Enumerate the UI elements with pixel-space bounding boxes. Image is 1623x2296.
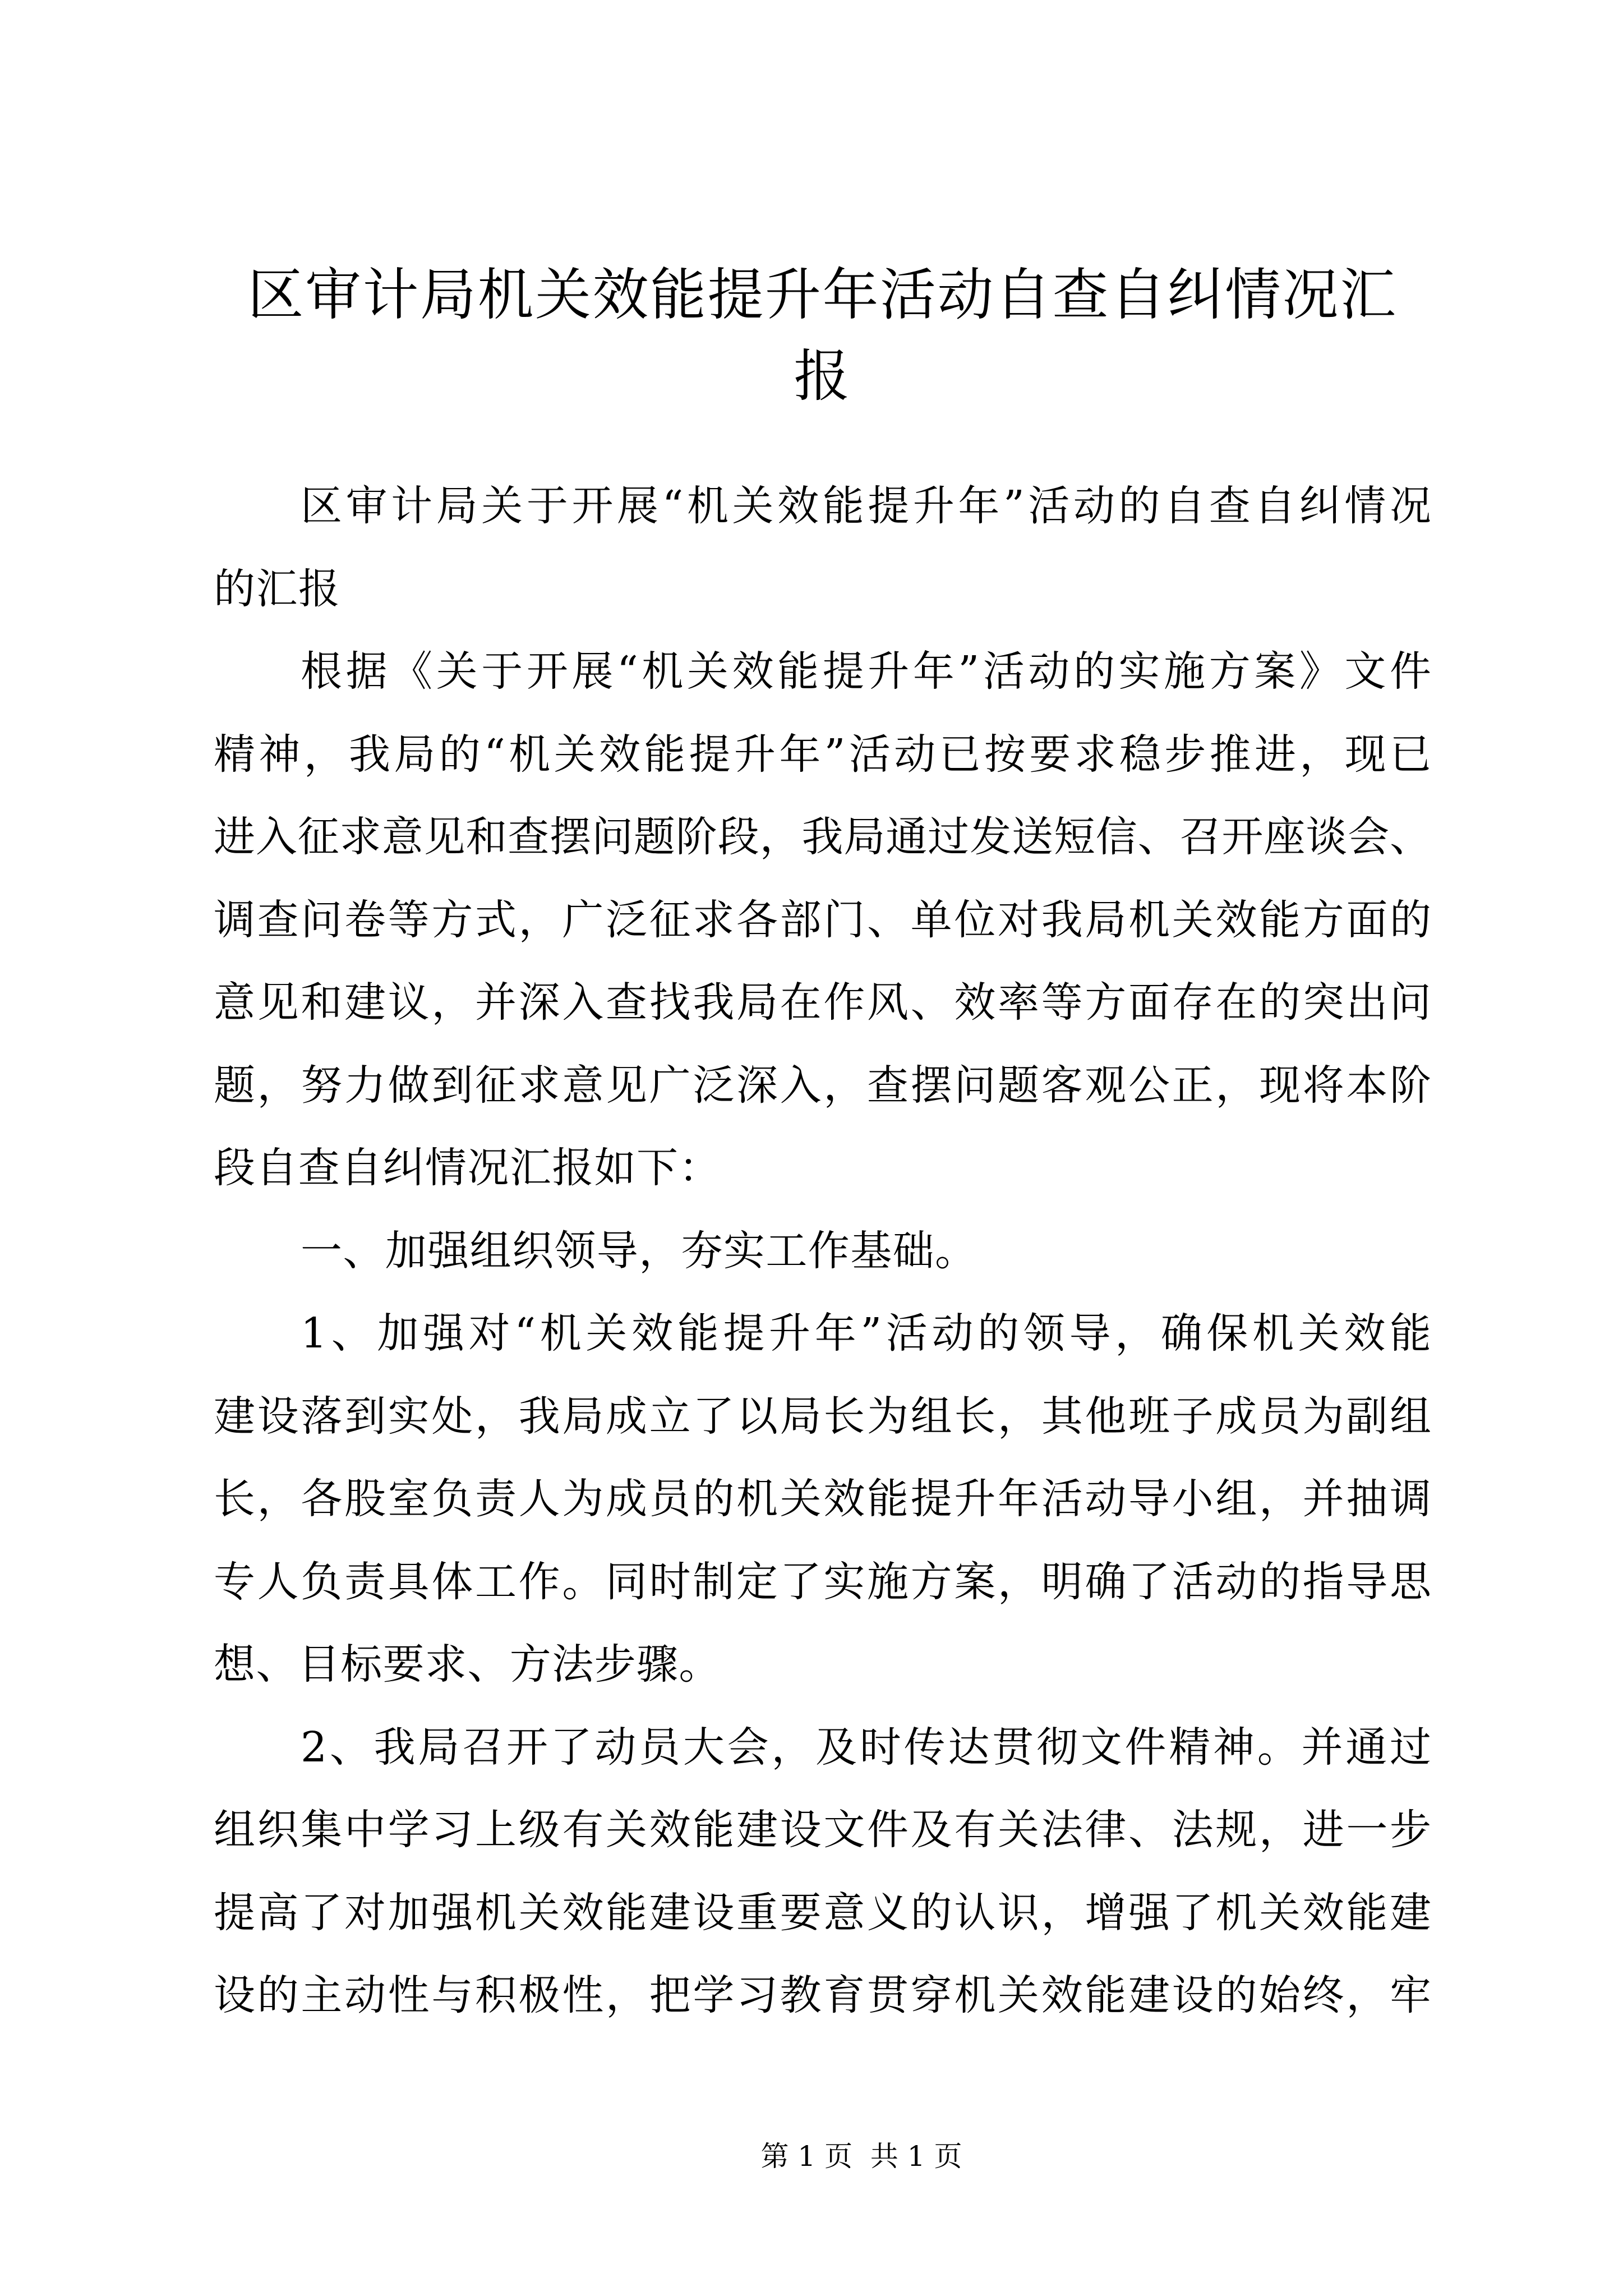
paragraph-line: 根据《关于开展“机关效能提升年”活动的实施方案》文件 [301,647,1431,696]
paragraph-line: 的汇报 [214,564,341,613]
paragraph-line: 精神，我局的“机关效能提升年”活动已按要求稳步推进，现已 [214,730,1431,779]
paragraph-line: 意见和建议，并深入查找我局在作风、效率等方面存在的突出问 [214,978,1431,1027]
item-paragraph-1 [214,1292,1431,1706]
section-heading-line: 一、加强组织领导，夯实工作基础。 [301,1226,978,1275]
paragraph-line: 建设落到实处，我局成立了以局长为组长，其他班子成员为副组 [214,1392,1431,1441]
paragraph-line: 进入征求意见和查摆问题阶段，我局通过发送短信、召开座谈会、 [214,813,1431,861]
paragraph-line: 想、目标要求、方法步骤。 [214,1640,721,1688]
title-line: 报 [794,343,851,409]
paragraph-line: 提高了对加强机关效能建设重要意义的认识，增强了机关效能建 [214,1888,1431,1937]
paragraph-line: 专人负责具体工作。同时制定了实施方案，明确了活动的指导思 [214,1557,1431,1606]
document-body [214,465,1431,2037]
paragraph-line: 调查问卷等方式，广泛征求各部门、单位对我局机关效能方面的 [214,895,1431,944]
section-heading [214,1210,1431,1293]
body-paragraph [214,631,1431,1210]
item-paragraph-2 [214,1706,1431,2037]
intro-paragraph [214,465,1431,631]
paragraph-line: 区审计局关于开展“机关效能提升年”活动的自查自纠情况 [301,482,1431,530]
paragraph-line: 题，努力做到征求意见广泛深入，查摆问题客观公正，现将本阶 [214,1061,1431,1110]
paragraph-line: 2、我局召开了动员大会，及时传达贯彻文件精神。并通过 [301,1723,1431,1772]
document-title [214,254,1431,417]
paragraph-line: 组织集中学习上级有关效能建设文件及有关法律、法规，进一步 [214,1806,1431,1854]
paragraph-line: 1、加强对“机关效能提升年”活动的领导，确保机关效能 [301,1309,1431,1358]
title-line: 区审计局机关效能提升年活动自查自纠情况汇 [247,262,1398,328]
paragraph-line: 长，各股室负责人为成员的机关效能提升年活动导小组，并抽调 [214,1475,1431,1523]
page-number-footer: 第 1 页 共 1 页 [760,2140,962,2173]
paragraph-line: 设的主动性与积极性，把学习教育贯穿机关效能建设的始终，牢 [214,1971,1431,2019]
paragraph-line: 段自查自纠情况汇报如下： [214,1144,721,1192]
